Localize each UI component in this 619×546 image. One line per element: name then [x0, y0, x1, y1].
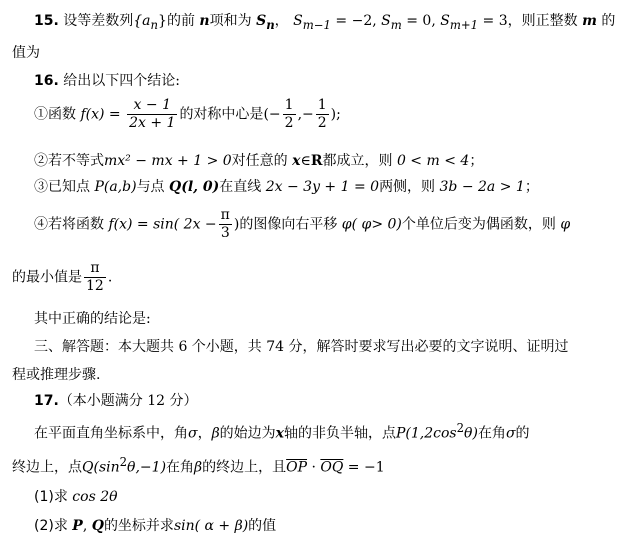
q17-p1-expr: cos 2θ: [72, 489, 118, 505]
q17-line1: [34, 421, 530, 443]
q16-c3-line: 2x − 3y + 1 = 0: [265, 179, 380, 195]
q16-c4-phi2: φ: [560, 216, 571, 233]
q15-number: 15.: [34, 13, 59, 29]
q16-conclusion-4-line2: [12, 260, 112, 295]
q16-c4-line2-pre: 的最小值是: [12, 269, 82, 286]
q16-c1-p1: (−: [263, 106, 281, 123]
q17-oq: $\overline{OQ}$: [320, 459, 344, 476]
q16-c1-comma: ,−: [297, 106, 314, 123]
q17-beta2: β: [194, 459, 203, 476]
q17-dot: ·: [307, 459, 321, 476]
q15-text-b: 的前: [166, 13, 195, 29]
q17-p-sup: 2: [456, 421, 465, 435]
q15-cond1-sub: m−1: [302, 17, 331, 32]
q15-cond2-sub: m: [390, 17, 402, 32]
q16-question: 其中正确的结论是:: [34, 311, 151, 327]
q17-p-end: θ): [464, 425, 478, 442]
q17-l1-e: 在角: [477, 425, 506, 442]
q17-q-sup: 2: [119, 455, 128, 469]
q16-c1-frac1: [283, 97, 296, 132]
q17-p2-label: (2): [34, 518, 54, 534]
q16-c2-pre: ②若不等式: [34, 153, 104, 169]
q17-l1-d: 轴的非负半轴，点: [284, 425, 397, 442]
q15-line2: 值为: [12, 45, 40, 61]
q16-c4-fx: f(x) = sin( 2x −: [108, 216, 217, 233]
q15-s-sub: n: [266, 17, 275, 32]
section3-line1: 三、解答题：本大题共 6 个小题，共 74 分，解答时要求写出必要的文字说明、证明过: [34, 339, 569, 355]
q17-p2-comma: ,: [82, 518, 88, 534]
q15-text-e: 的: [601, 13, 616, 29]
q17-op: $\overline{OP}$: [286, 459, 308, 476]
q15-seq-close: }: [158, 13, 167, 29]
q16-c3-mid2: 在直线: [219, 179, 262, 195]
q16-c3-q: Q(l, 0): [169, 179, 220, 195]
q17-beta: β: [211, 425, 220, 442]
q17-q-end: θ,−1): [127, 459, 167, 476]
q16-c2-x: x: [292, 153, 301, 169]
q17-l2-a: 终边上，点: [12, 459, 82, 476]
q17-p2-q: Q: [91, 518, 104, 534]
q17-p2-text: 求: [53, 518, 68, 534]
q15-cond2: S: [381, 13, 391, 29]
q16-c4-ans-num: π: [84, 260, 106, 278]
q16-c3-mid: 与点: [136, 179, 165, 195]
q17-alpha: σ: [188, 425, 198, 442]
q15-seq: {a: [133, 13, 151, 29]
q16-c4-ans-den: 12: [86, 278, 104, 294]
q16-c1-f1-num: 1: [284, 97, 294, 113]
q16-c4-close: ): [233, 216, 240, 233]
q15-cond1-val: = −2,: [330, 13, 382, 29]
q16-number: 16.: [34, 73, 59, 89]
q15-seq-sub: n: [150, 17, 159, 32]
q17-l1-b: ，: [197, 425, 212, 442]
q16-c4-mid2: 个单位后变为偶函数，则: [401, 216, 556, 233]
q16-c4-answer-fraction: [84, 260, 106, 295]
q16-c4-mid: 的图像向右平移: [239, 216, 338, 233]
q17-l1-f: 的: [515, 425, 530, 442]
q16-c1-f1-den: 2: [284, 115, 294, 131]
q16-c4-num: π: [220, 207, 230, 223]
q16-c3-end: ；: [524, 179, 539, 195]
q16-c3-ineq: 3b − 2a > 1: [439, 179, 525, 195]
section3-line2: 程或推理步骤.: [12, 367, 101, 383]
q17-p2-p: P: [72, 518, 83, 534]
q17-l2-c: 的终边上，且: [202, 459, 287, 476]
q15-line1: 15. 设等差数列$\{a_n\}$的前 n项和为 $S_n$， $S_{m-1} = -2$, $S_m = 0$, $S_{m+1} = 3$，则正整数 m 的: [34, 13, 616, 32]
q16-intro: 给出以下四个结论:: [63, 73, 180, 89]
q15-cond2-val: = 0,: [401, 13, 441, 29]
q16-conclusion-2: [34, 150, 483, 170]
q16-c1-f2-den: 2: [317, 115, 327, 131]
q17-l1-c: 的始边为: [219, 425, 276, 442]
q17-p2-expr: sin( α + β): [173, 518, 249, 534]
q16-c1-frac2: [316, 97, 329, 132]
q16-c2-mid: 对任意的: [231, 153, 288, 169]
q15-cond1: S: [293, 13, 303, 29]
q17-number: 17.: [34, 393, 59, 409]
q17-line2: [12, 455, 385, 477]
q15-m: m: [582, 13, 597, 29]
q16-c2-mid2: 都成立，则: [322, 153, 393, 169]
q16-c1-mid: 的对称中心是: [179, 106, 264, 123]
q16-c3-pre: ③已知点: [34, 179, 90, 195]
q16-c1-num: x − 1: [127, 97, 177, 115]
q17-heading: [34, 390, 198, 410]
q16-conclusion-4: [34, 207, 570, 242]
q15-cond3-val: = 3: [478, 13, 508, 29]
q17-p2-mid: 的坐标并求: [103, 518, 174, 534]
q16-c1-den: 2x + 1: [129, 115, 176, 131]
q15-n: n: [199, 13, 210, 29]
q15-cond3-sub: m+1: [449, 17, 479, 32]
q16-c4-pre: ④若将函数: [34, 216, 104, 233]
q17-p2-end: 的值: [248, 518, 277, 534]
q17-q: Q(sin: [82, 459, 120, 476]
q15-text-c: 项和为: [209, 13, 252, 29]
q16-c4-phi: φ( φ> 0): [341, 216, 402, 233]
q17-l2-d: = −1: [343, 459, 385, 476]
q16-c2-in: ∈: [300, 153, 311, 169]
q16-c1-fraction: [127, 97, 177, 132]
q16-conclusion-3: [34, 176, 539, 196]
q16-c2-r: R: [310, 153, 323, 169]
q17-part1: [34, 486, 118, 506]
q16-c4-den: 3: [220, 225, 230, 241]
q15-s: S: [256, 13, 267, 29]
q15-text-a: 设等差数列: [63, 13, 134, 29]
q17-p1-text: 求: [53, 489, 68, 505]
q16-c2-end: ；: [469, 153, 484, 169]
q15-text-d: ，则正整数: [507, 13, 578, 29]
q16-c3-p: P(a,b): [94, 179, 137, 195]
q17-p1-label: (1): [34, 489, 54, 505]
q16-intro-line: [34, 70, 180, 90]
q16-c3-mid3: 两侧，则: [379, 179, 436, 195]
q17-alpha2: σ: [505, 425, 516, 442]
q17-part2: [34, 515, 276, 535]
q17-l1-a: 在平面直角坐标系中，角: [34, 425, 188, 442]
q16-c1-pre: ①函数: [34, 106, 76, 123]
q17-p: P(1,2cos: [396, 425, 457, 442]
q16-conclusion-1: [34, 97, 341, 132]
q16-c4-ans-end: .: [107, 269, 113, 286]
q17-x: x: [275, 425, 285, 442]
q16-c4-fraction: [219, 207, 232, 242]
q16-c2-range: 0 < m < 4: [396, 153, 470, 169]
q16-c1-end: );: [330, 106, 341, 123]
q17-score: （本小题满分 12 分）: [58, 393, 198, 409]
q16-c1-fx: f(x) =: [80, 106, 121, 123]
q15-cond3: S: [440, 13, 450, 29]
q17-l2-b: 在角: [166, 459, 195, 476]
q16-c1-f2-num: 1: [317, 97, 327, 113]
q16-c2-ineq: mx² − mx + 1 > 0: [104, 153, 232, 169]
